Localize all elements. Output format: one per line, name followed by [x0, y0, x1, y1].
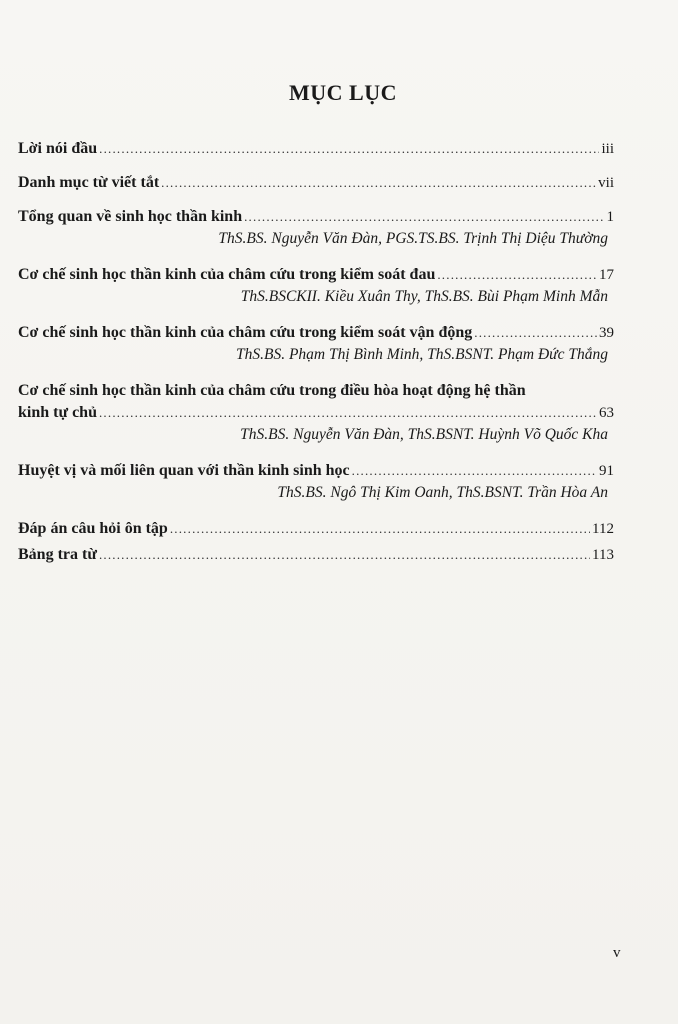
toc-leader-dots: [99, 544, 590, 566]
toc-entry-title: Cơ chế sinh học thần kinh của châm cứu trong điều hòa hoạt động hệ thần: [18, 382, 526, 399]
table-of-contents: [18, 138, 614, 566]
toc-leader-dots: [161, 172, 596, 194]
toc-entry-title: Lời nói đầu: [18, 140, 98, 157]
toc-entry: [18, 172, 614, 194]
toc-entry: [18, 322, 614, 366]
toc-entry-title-continued: kinh tự chủ: [18, 404, 97, 421]
toc-leader-dots: [99, 138, 599, 160]
toc-entry-title: Huyệt vị và mối liên quan với thần kinh sinh học: [18, 462, 350, 479]
toc-entry-title: Tổng quan về sinh học thần kinh: [18, 208, 243, 225]
toc-entry-page: 91: [599, 463, 614, 479]
toc-entry: [18, 138, 614, 160]
toc-entry: [18, 544, 614, 566]
page-title: MỤC LỤC: [289, 80, 397, 105]
toc-entry-page: 1: [606, 209, 614, 225]
toc-entry-line: [18, 322, 614, 344]
toc-entry-page: 63: [599, 405, 614, 421]
toc-entry: [18, 460, 614, 504]
toc-entry-page: 113: [592, 547, 614, 563]
toc-entry-line: [18, 138, 614, 160]
toc-entry-page: iii: [601, 141, 614, 157]
toc-leader-dots: [474, 322, 597, 344]
toc-entry-title: Bảng tra từ: [18, 546, 97, 563]
toc-entry-page: vii: [598, 175, 614, 191]
toc-leader-dots: [352, 460, 597, 482]
toc-entry-page: 39: [599, 325, 614, 341]
toc-entry-authors: ThS.BSCKII. Kiều Xuân Thy, ThS.BS. Bùi Phạm Minh Mẫn: [240, 288, 608, 305]
toc-entry-line: [18, 402, 614, 424]
toc-entry-title: Cơ chế sinh học thần kinh của châm cứu trong kiểm soát vận động: [18, 324, 473, 341]
toc-entry-line: [18, 172, 614, 194]
toc-entry-line: [18, 518, 614, 540]
toc-entry-line: [18, 206, 614, 228]
toc-leader-dots: [437, 264, 597, 286]
toc-entry-title: Cơ chế sinh học thần kinh của châm cứu trong kiểm soát đau: [18, 266, 436, 283]
toc-entry-authors: ThS.BS. Nguyễn Văn Đàn, ThS.BSNT. Huỳnh Võ Quốc Kha: [240, 426, 608, 443]
toc-entry: [18, 264, 614, 308]
toc-leader-dots: [99, 402, 597, 424]
toc-entry-line: [18, 264, 614, 286]
toc-entry-page: 112: [592, 521, 614, 537]
toc-entry-line: [18, 460, 614, 482]
toc-leader-dots: [244, 206, 604, 228]
toc-entry: [18, 518, 614, 540]
toc-entry-line: [18, 544, 614, 566]
toc-entry-title-line1: [18, 380, 614, 402]
toc-entry: [18, 380, 614, 446]
toc-entry-authors: ThS.BS. Ngô Thị Kim Oanh, ThS.BSNT. Trần Hòa An: [277, 484, 608, 501]
page-number: v: [613, 945, 621, 961]
toc-entry: [18, 206, 614, 250]
toc-entry-authors: ThS.BS. Phạm Thị Bình Minh, ThS.BSNT. Phạm Đức Thắng: [236, 346, 608, 363]
toc-entry-title: Đáp án câu hỏi ôn tập: [18, 520, 168, 537]
toc-entry-page: 17: [599, 267, 614, 283]
toc-leader-dots: [170, 518, 590, 540]
toc-entry-title: Danh mục từ viết tắt: [18, 174, 160, 191]
toc-entry-authors: ThS.BS. Nguyễn Văn Đàn, PGS.TS.BS. Trịnh Thị Diệu Thường: [218, 230, 608, 247]
